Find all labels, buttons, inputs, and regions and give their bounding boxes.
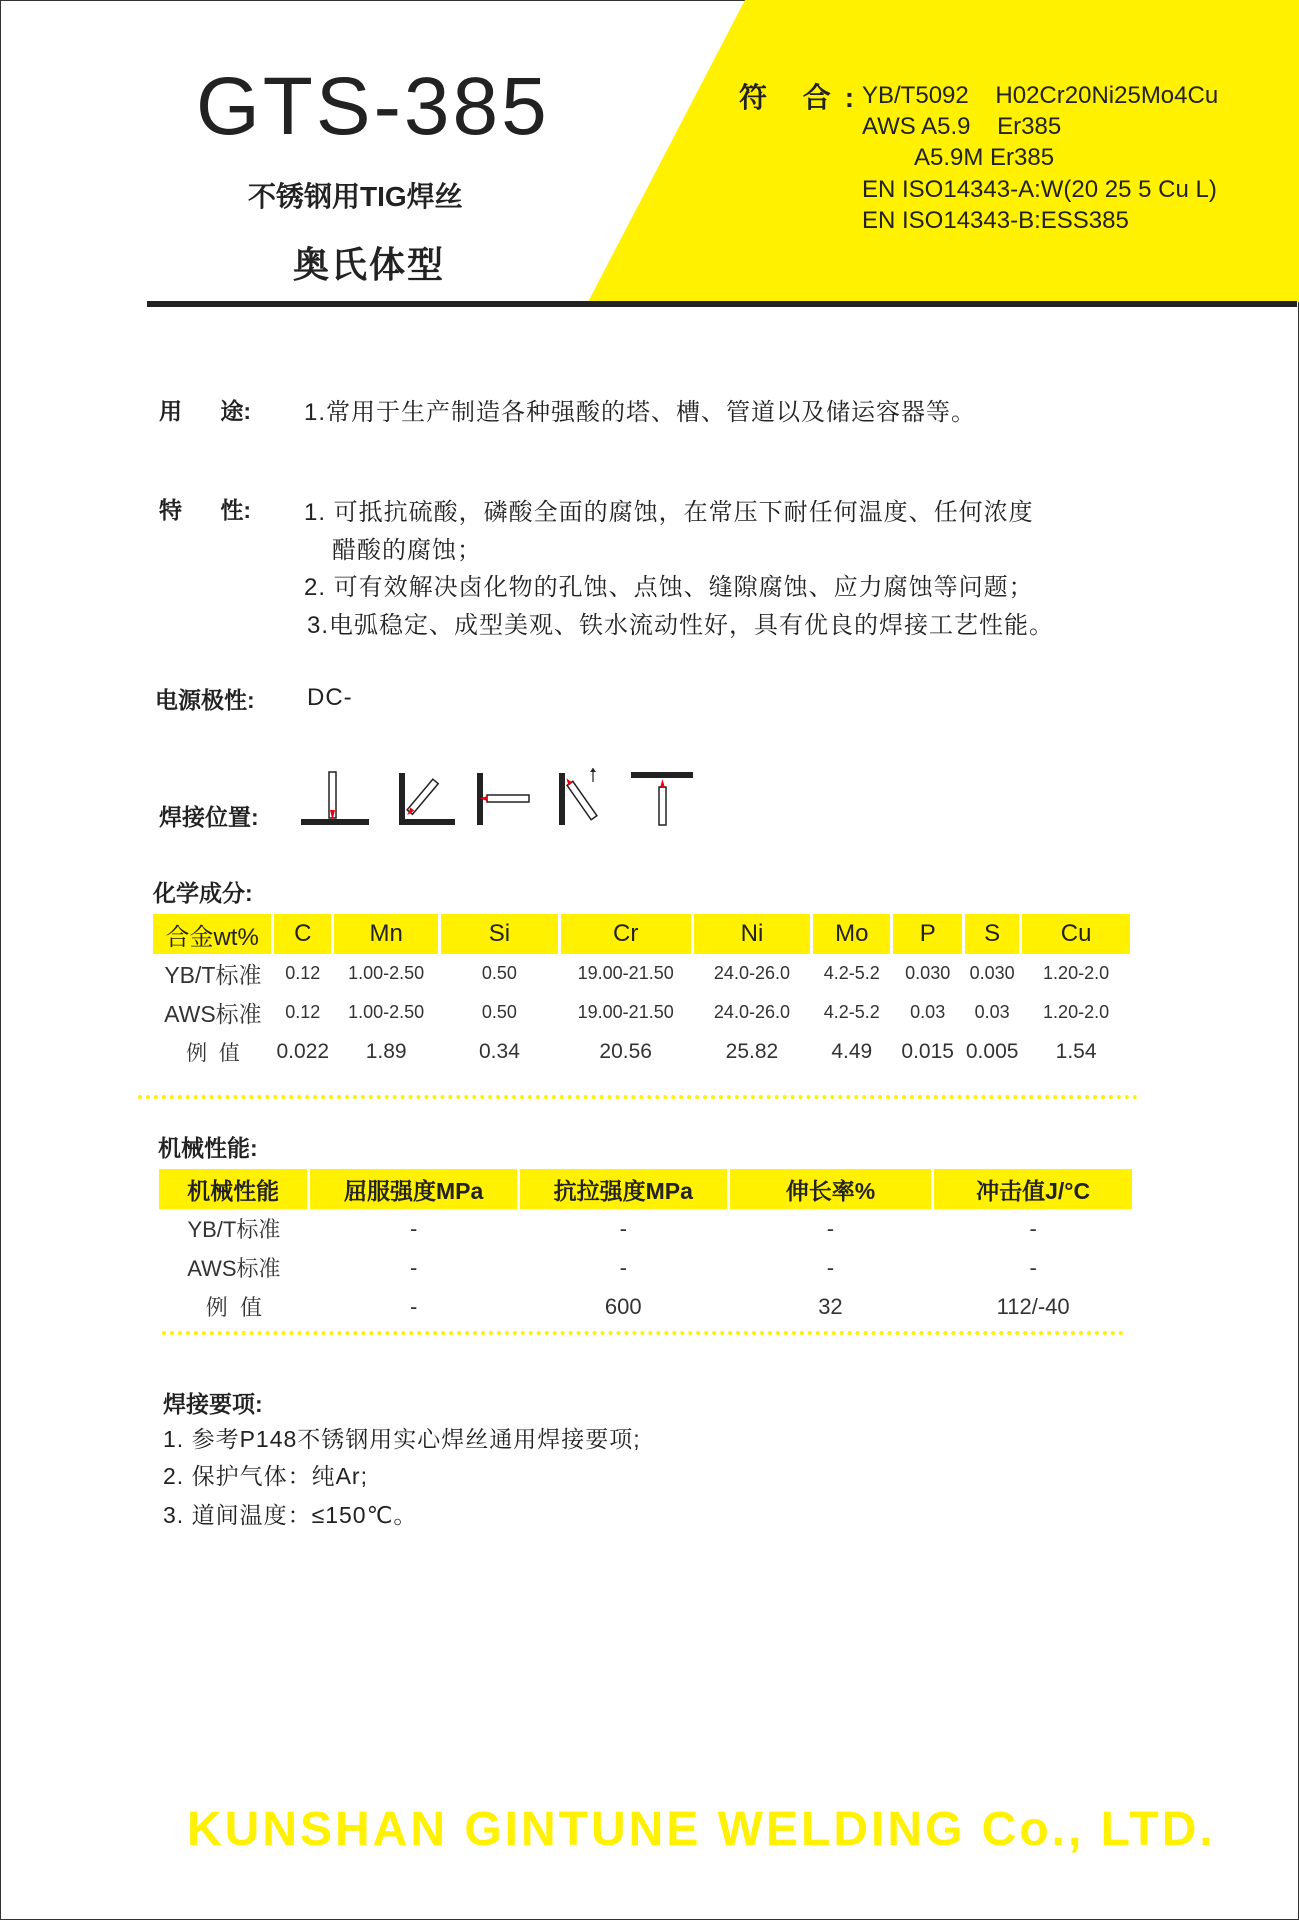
flat-position-icon <box>301 772 369 825</box>
table-cell: - <box>1029 1254 1037 1280</box>
col-header: 合金wt% <box>153 914 273 954</box>
header-yellow-band <box>0 0 1299 305</box>
table-cell: 4.2-5.2 <box>823 963 880 983</box>
col-header: Ni <box>692 914 812 954</box>
chemical-title: 化学成分: <box>153 880 253 906</box>
table-cell: 24.0-26.0 <box>713 1002 790 1022</box>
row-label: 例 值 <box>186 1041 240 1065</box>
positions-label: 焊接位置: <box>159 804 259 830</box>
row-label: 例 值 <box>205 1295 263 1320</box>
table-row <box>159 1287 1134 1326</box>
col-header: 冲击值J/°C <box>933 1169 1134 1209</box>
table-cell: 0.03 <box>910 1002 946 1022</box>
product-type: 奥氏体型 <box>293 244 446 285</box>
col-header: 屈服强度MPa <box>309 1169 519 1209</box>
table-cell: 0.50 <box>481 1002 517 1022</box>
table-cell: - <box>1029 1215 1037 1241</box>
table-cell: 1.00-2.50 <box>348 1002 425 1022</box>
standard-line: A5.9M Er385 <box>862 144 1055 171</box>
col-header: 抗拉强度MPa <box>518 1169 728 1209</box>
table-cell: 4.2-5.2 <box>823 1002 880 1022</box>
table-cell: 0.12 <box>285 963 321 983</box>
usage-label: 用 途: <box>159 398 251 424</box>
col-header: P <box>892 914 964 954</box>
table-cell: - <box>409 1293 418 1319</box>
standard-line: EN ISO14343-B:ESS385 <box>862 207 1129 234</box>
table-cell: - <box>619 1254 627 1280</box>
col-header: 伸长率% <box>728 1169 933 1209</box>
table-cell: 0.005 <box>965 1039 1019 1063</box>
table-cell: 1.54 <box>1055 1039 1097 1063</box>
mechanical-title: 机械性能: <box>158 1135 258 1161</box>
feature-item: 1. 可抵抗硫酸，磷酸全面的腐蚀，在常压下耐任何温度、任何浓度 <box>304 499 1034 526</box>
row-label: YB/T标准 <box>164 962 262 988</box>
standard-line: YB/T5092 H02Cr20Ni25Mo4Cu <box>862 82 1219 109</box>
table-cell: 112/-40 <box>996 1293 1070 1319</box>
features-label: 特 性: <box>159 497 251 523</box>
table-cell: - <box>826 1215 835 1241</box>
table-row <box>159 1248 1134 1287</box>
table-cell: 1.89 <box>365 1039 407 1063</box>
table-cell: 0.030 <box>905 963 951 983</box>
table-cell: 4.49 <box>831 1039 873 1063</box>
table-row <box>159 1209 1134 1248</box>
table-cell: 19.00-21.50 <box>577 963 674 983</box>
table-cell: 0.015 <box>901 1039 954 1063</box>
overhead-position-icon <box>631 772 693 825</box>
row-label: AWS标准 <box>164 1001 262 1027</box>
note-item: 1. 参考P148不锈钢用实心焊丝通用焊接要项; <box>163 1426 641 1452</box>
mechanical-properties-table <box>159 1169 1135 1326</box>
col-header: Cu <box>1021 914 1132 954</box>
table-cell: 20.56 <box>599 1039 652 1063</box>
table-cell: 1.00-2.50 <box>348 963 425 983</box>
table-row <box>153 954 1132 993</box>
note-item: 3. 道间温度：≤150℃。 <box>163 1502 418 1528</box>
table-cell: 25.82 <box>725 1039 779 1063</box>
feature-item: 醋酸的腐蚀； <box>332 537 482 564</box>
col-header: S <box>964 914 1021 954</box>
note-item: 2. 保护气体：纯Ar; <box>163 1463 368 1489</box>
table-cell: 0.03 <box>974 1002 1010 1022</box>
table-cell: 0.022 <box>276 1039 330 1063</box>
table-header-row <box>153 914 1132 954</box>
horizontal-position-icon <box>477 773 529 825</box>
feature-item: 2. 可有效解决卤化物的孔蚀、点蚀、缝隙腐蚀、应力腐蚀等问题； <box>304 574 1034 601</box>
table-cell: 19.00-21.50 <box>577 1002 674 1022</box>
standard-line: EN ISO14343-A:W(20 25 5 Cu L) <box>862 176 1217 203</box>
table-cell: 600 <box>604 1293 642 1319</box>
table-row <box>153 1032 1132 1071</box>
table-cell: 24.0-26.0 <box>713 963 790 983</box>
table-cell: - <box>826 1254 835 1280</box>
vertical-up-icon <box>559 768 597 825</box>
chemical-composition-table <box>153 914 1133 1071</box>
col-header: Mn <box>333 914 440 954</box>
feature-item: 3.电弧稳定、成型美观、铁水流动性好，具有优良的焊接工艺性能。 <box>307 612 1055 639</box>
table-cell: 0.34 <box>479 1039 520 1063</box>
table-cell: - <box>619 1215 627 1241</box>
table-cell: - <box>409 1215 418 1241</box>
row-label: AWS标准 <box>187 1256 281 1281</box>
dotted-divider <box>138 1095 1138 1099</box>
table-cell: 32 <box>818 1293 843 1319</box>
col-header: Mo <box>812 914 892 954</box>
col-header: C <box>273 914 333 954</box>
table-row <box>153 993 1132 1032</box>
dotted-divider <box>162 1331 1124 1335</box>
notes-title: 焊接要项: <box>163 1391 263 1417</box>
welding-positions-diagram <box>301 768 701 828</box>
table-cell: 1.20-2.0 <box>1043 1002 1110 1022</box>
standards-label: 符 合: <box>739 82 869 113</box>
table-cell: 1.20-2.0 <box>1043 963 1110 983</box>
polarity-label: 电源极性: <box>155 687 255 713</box>
table-cell: 0.12 <box>285 1002 321 1022</box>
polarity-value: DC- <box>307 684 353 711</box>
col-header: Si <box>440 914 560 954</box>
horizontal-fillet-icon <box>399 773 455 825</box>
col-header: Cr <box>559 914 692 954</box>
table-cell: 0.50 <box>481 963 517 983</box>
header-rule <box>147 301 1297 307</box>
table-cell: - <box>409 1254 418 1280</box>
table-header-row <box>159 1169 1134 1209</box>
usage-item: 1.常用于生产制造各种强酸的塔、槽、管道以及储运容器等。 <box>304 399 977 426</box>
product-model: GTS-385 <box>196 61 550 152</box>
table-cell: 0.030 <box>969 963 1015 983</box>
product-subtitle: 不锈钢用TIG焊丝 <box>248 181 463 212</box>
col-header: 机械性能 <box>159 1169 309 1209</box>
standard-line: AWS A5.9 Er385 <box>862 113 1062 140</box>
company-name: KUNSHAN GINTUNE WELDING Co., LTD. <box>187 1803 1216 1856</box>
row-label: YB/T标准 <box>187 1217 281 1242</box>
